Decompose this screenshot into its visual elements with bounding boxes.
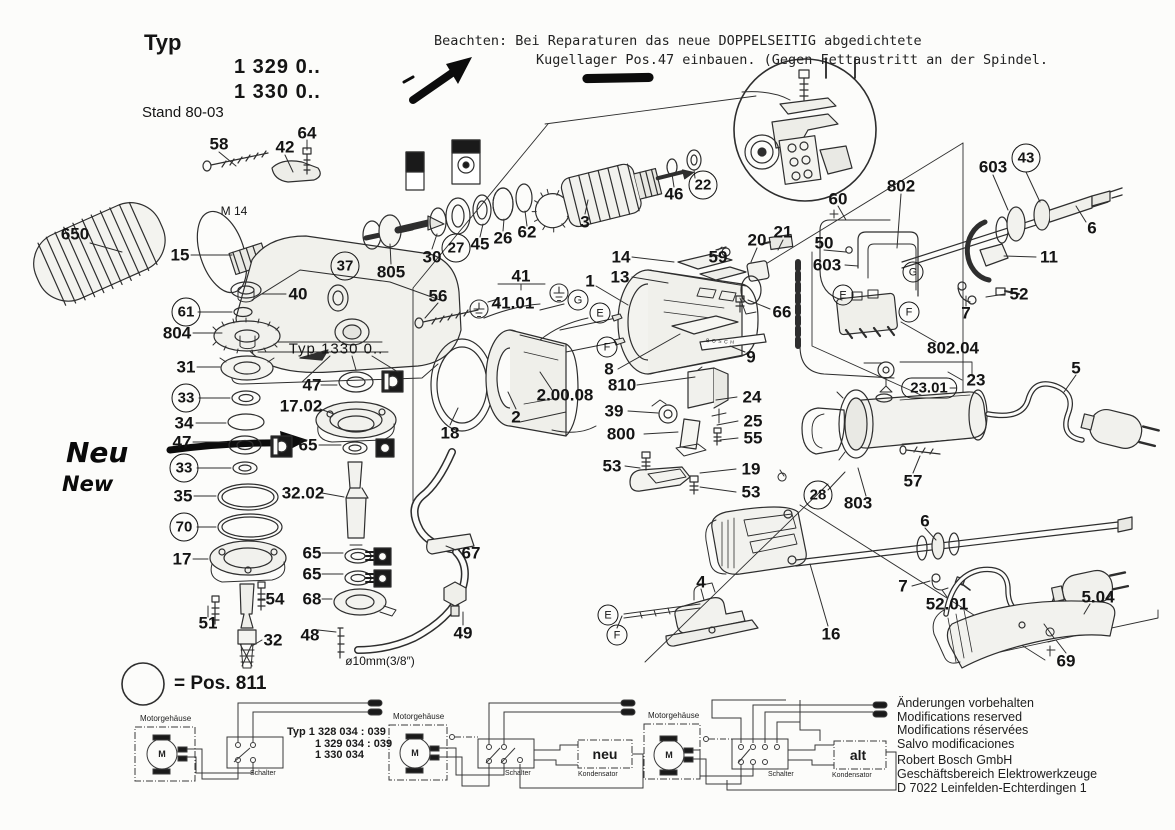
part-callout-48: 48 <box>300 625 320 645</box>
wiring-d3-capacitor-value: alt <box>849 747 867 763</box>
part-callout-33: 33 <box>170 454 199 483</box>
part-callout-8: 8 <box>604 359 614 379</box>
part-callout-47: 47 <box>172 432 192 452</box>
footer-line: Modifications réservées <box>897 723 1029 738</box>
part-callout-Typ-1330-0..: Typ 1330 0.. <box>288 340 384 358</box>
part-callout-1: 1 <box>585 271 595 291</box>
part-callout-54: 54 <box>265 589 285 609</box>
part-callout-15: 15 <box>170 245 190 265</box>
part-callout-E: E <box>833 285 854 306</box>
wiring-d1-type3: 1 330 034 <box>315 749 364 761</box>
wiring-d1-switch-label: Schalter <box>250 770 276 777</box>
part-callout-65: 65 <box>298 435 318 455</box>
wiring-d2-housing-label: Motorgehäuse <box>393 712 445 721</box>
wiring-d2-capacitor-value: neu <box>592 746 618 762</box>
part-callout-46: 46 <box>664 184 684 204</box>
repair-notice-line1: Beachten: Bei Reparaturen das neue DOPPELSEITIG abgedichtete <box>434 33 922 49</box>
part-callout-28: 28 <box>804 481 833 510</box>
part-callout-53: 53 <box>602 456 622 476</box>
part-callout-50: 50 <box>814 233 834 253</box>
footer-address: D 7022 Leinfelden-Echterdingen 1 <box>897 780 1087 795</box>
part-callout-65: 65 <box>302 564 322 584</box>
legend-pos-811: = Pos. 811 <box>174 673 267 694</box>
part-callout-39: 39 <box>604 401 624 421</box>
part-callout-603: 603 <box>978 157 1008 177</box>
part-callout-9: 9 <box>746 347 756 367</box>
part-callout-13: 13 <box>610 267 630 287</box>
wiring-d3-switch-label: Schalter <box>768 771 794 778</box>
part-callout-57: 57 <box>903 471 923 491</box>
part-callout-69: 69 <box>1056 651 1076 671</box>
part-callout-802.04: 802.04 <box>927 338 979 358</box>
part-callout-5: 5 <box>1071 358 1081 378</box>
part-callout-F: F <box>899 302 920 323</box>
part-callout-56: 56 <box>428 286 448 306</box>
part-callout-F: F <box>607 625 628 646</box>
part-callout-62: 62 <box>517 222 537 242</box>
part-callout-31: 31 <box>176 357 196 377</box>
part-callout-25: 25 <box>743 411 763 431</box>
repair-notice-line2: Kugellager Pos.47 einbauen. (Gegen Fettaustritt an der Spindel. <box>536 52 1049 68</box>
part-callout-17: 17 <box>172 549 192 569</box>
wiring-d1-type1: Typ 1 328 034 : 039 <box>287 726 386 738</box>
wiring-d1-housing-label: Motorgehäuse <box>140 714 192 723</box>
part-callout-17.02: 17.02 <box>279 396 323 416</box>
part-callout-20: 20 <box>747 230 767 250</box>
wiring-d3-capacitor-label: Kondensator <box>832 772 872 779</box>
part-callout-61: 61 <box>172 298 201 327</box>
part-callout-7: 7 <box>961 303 971 323</box>
part-callout-803: 803 <box>843 493 873 513</box>
handwritten-neu: Neu <box>66 436 129 469</box>
part-callout-34: 34 <box>174 413 194 433</box>
wiring-d1-motor-label: M <box>158 749 166 759</box>
part-callout-802: 802 <box>886 176 916 196</box>
wiring-d2-motor-label: M <box>411 748 419 758</box>
part-callout-41: 41 <box>511 266 531 286</box>
footer-block <box>897 697 1097 795</box>
part-callout-53: 53 <box>741 482 761 502</box>
part-callout-68: 68 <box>302 589 322 609</box>
part-callout-3: 3 <box>580 212 590 232</box>
part-callout-2.00.08: 2.00.08 <box>536 385 594 405</box>
handwritten-new: New <box>62 472 114 496</box>
part-callout-19: 19 <box>741 459 761 479</box>
part-callout-60: 60 <box>828 189 848 209</box>
part-callout-G: G <box>568 290 589 311</box>
part-callout-14: 14 <box>611 247 631 267</box>
part-callout-51: 51 <box>198 613 218 633</box>
part-callout-22: 22 <box>689 171 718 200</box>
part-callout-37: 37 <box>331 252 360 281</box>
part-callout-66: 66 <box>772 302 792 322</box>
part-callout-G: G <box>903 262 924 283</box>
part-callout-4: 4 <box>696 572 706 592</box>
part-callout-30: 30 <box>422 247 442 267</box>
part-callout-59: 59 <box>708 247 728 267</box>
part-callout-810: 810 <box>607 375 637 395</box>
part-callout-47: 47 <box>302 375 322 395</box>
part-callout-58: 58 <box>209 134 229 154</box>
part-callout-5.04: 5.04 <box>1081 587 1115 607</box>
part-callout-27: 27 <box>442 234 471 263</box>
part-callout-E: E <box>598 605 619 626</box>
bosch-nameplate-text: BOSCH <box>705 337 737 347</box>
wiring-d3-motor-label: M <box>665 750 673 760</box>
part-callout--10mm-3-8-: ø10mm(3/8″) <box>345 654 415 668</box>
part-callout-32: 32 <box>263 630 283 650</box>
footer-line: Modifications reserved <box>897 709 1023 724</box>
model-number-2: 1 330 0.. <box>234 81 321 103</box>
part-callout-64: 64 <box>297 123 317 143</box>
part-callout-800: 800 <box>606 424 636 444</box>
part-callout-805: 805 <box>376 262 406 282</box>
part-callout-45: 45 <box>470 234 490 254</box>
part-callout-52.01: 52.01 <box>925 594 969 614</box>
part-callout-55: 55 <box>743 428 763 448</box>
part-callout-11: 11 <box>1040 247 1058 267</box>
part-callout-16: 16 <box>821 624 841 644</box>
footer-line: Änderungen vorbehalten <box>897 696 1034 710</box>
part-callout-18: 18 <box>440 423 460 443</box>
footer-line: Salvo modificaciones <box>897 736 1015 751</box>
footer-division: Geschäftsbereich Elektrowerkzeuge <box>897 766 1098 781</box>
part-callout-804: 804 <box>162 323 192 343</box>
part-callout-49: 49 <box>453 623 473 643</box>
part-callout-26: 26 <box>493 228 513 248</box>
revision-date: Stand 80-03 <box>142 104 224 121</box>
part-callout-6: 6 <box>920 511 930 531</box>
part-callout-24: 24 <box>742 387 762 407</box>
part-callout-33: 33 <box>172 384 201 413</box>
wiring-d1-type2: 1 329 034 : 039 <box>315 737 393 750</box>
part-callout-70: 70 <box>170 513 199 542</box>
part-callout-603: 603 <box>812 255 842 275</box>
page-title-typ: Typ <box>144 30 182 55</box>
wiring-d2-switch-label: Schalter <box>505 770 531 777</box>
part-callout-43: 43 <box>1012 144 1041 173</box>
part-callout-650: 650 <box>60 224 90 244</box>
part-callout-65: 65 <box>302 543 322 563</box>
wiring-d3-housing-label: Motorgehäuse <box>648 711 700 720</box>
wiring-d1-types <box>287 727 392 762</box>
footer-company: Robert Bosch GmbH <box>897 753 1013 768</box>
part-callout-32.02: 32.02 <box>281 483 325 503</box>
part-callout-M-14: M 14 <box>220 204 248 218</box>
part-callout-21: 21 <box>773 222 793 242</box>
model-number-1: 1 329 0.. <box>234 56 321 78</box>
part-callout-23.01: 23.01 <box>901 378 957 399</box>
part-callout-42: 42 <box>275 137 295 157</box>
wiring-d2-capacitor-label: Kondensator <box>578 771 618 778</box>
part-callout-52: 52 <box>1009 284 1029 304</box>
part-callout-41.01: 41.01 <box>491 293 535 313</box>
part-callout-F: F <box>597 337 618 358</box>
part-callout-2: 2 <box>511 407 521 427</box>
part-callout-35: 35 <box>173 486 193 506</box>
part-callout-23: 23 <box>966 370 986 390</box>
part-callout-40: 40 <box>288 284 308 304</box>
part-callout-6: 6 <box>1087 218 1097 238</box>
part-callout-67: 67 <box>461 543 481 563</box>
part-callout-E: E <box>590 303 611 324</box>
part-callout-7: 7 <box>898 576 908 596</box>
